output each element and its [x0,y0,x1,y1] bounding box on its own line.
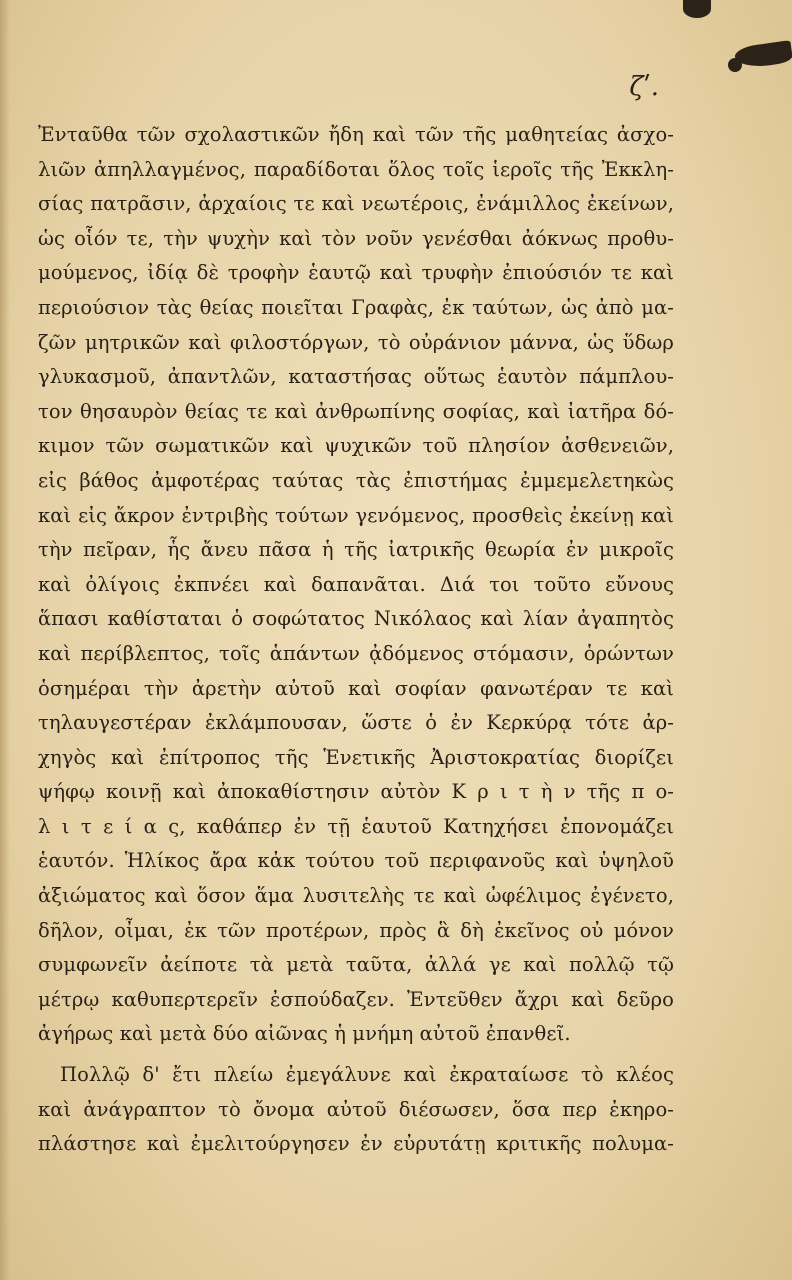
text-line: Πολλῷ δ' ἔτι πλείω ἐμεγάλυνε καὶ ἐκραταίωσε τὸ κλέος [60,1063,674,1087]
text-line: καὶ ὀλίγοις ἐκπνέει καὶ δαπανᾶται. Διά τοι τοῦτο εὔνους [38,572,674,596]
text-line: τον θησαυρὸν θείας τε καὶ ἀνθρωπίνης σοφίας, καὶ ἰατῆρα δό- [38,399,674,423]
text-line: ἅπασι καθίσταται ὁ σοφώτατος Νικόλαος καὶ λίαν ἀγαπητὸς [38,607,674,631]
text-line: εἰς βάθος ἀμφοτέρας ταύτας τὰς ἐπιστήμας ἐμμεμελετηκὼς [38,468,674,492]
text-line: καὶ εἰς ἄκρον ἐντριβὴς τούτων γενόμενος, προσθεὶς ἐκείνῃ καὶ [38,503,674,527]
page-number: ζʹ. [629,72,659,102]
text-line: συμφωνεῖν ἀείποτε τὰ μετὰ ταῦτα, ἀλλά γε καὶ πολλῷ τῷ [38,953,674,977]
text-line: γλυκασμοῦ, ἀπαντλῶν, καταστήσας οὕτως ἑαυτὸν πάμπλου- [38,365,674,389]
text-line: δῆλον, οἶμαι, ἐκ τῶν προτέρων, πρὸς ἃ δὴ ἐκεῖνος οὐ μόνον [38,918,674,942]
ink-stain [728,58,742,72]
text-line: ψήφῳ κοινῇ καὶ ἀποκαθίστησιν αὐτὸν Κ ρ ι τ ὴ ν τῆς π ο- [38,780,674,804]
text-line: ἑαυτόν. Ἡλίκος ἄρα κἀκ τούτου τοῦ περιφανοῦς καὶ ὑψηλοῦ [38,849,674,873]
paragraph-2 [38,1058,674,1162]
text-line: περιούσιον τὰς θείας ποιεῖται Γραφὰς, ἐκ ταύτων, ὡς ἀπὸ μα- [38,295,674,319]
body-text [38,118,674,1162]
text-line: πλάστησε καὶ ἐμελιτούργησεν ἐν εὐρυτάτῃ κριτικῆς πολυμα- [38,1132,674,1156]
text-line: ζῶν μητρικῶν καὶ φιλοστόργων, τὸ οὐράνιον μάννα, ὡς ὕδωρ [38,330,674,354]
text-line: κιμον τῶν σωματικῶν καὶ ψυχικῶν τοῦ πλησίον ἀσθενειῶν, [38,434,674,458]
text-line: μούμενος, ἰδίᾳ δὲ τροφὴν ἑαυτῷ καὶ τρυφὴν ἐπιούσιόν τε καὶ [38,261,674,285]
text-line: λιῶν ἀπηλλαγμένος, παραδίδοται ὅλος τοῖς ἱεροῖς τῆς Ἐκκλη- [38,157,674,181]
text-line: Ἐνταῦθα τῶν σχολαστικῶν ἤδη καὶ τῶν τῆς μαθητείας ἀσχο- [38,123,674,146]
text-line: τὴν πεῖραν, ἧς ἄνευ πᾶσα ἡ τῆς ἰατρικῆς θεωρία ἐν μικροῖς [38,538,674,562]
text-line: ὁσημέραι τὴν ἀρετὴν αὐτοῦ καὶ σοφίαν φανωτέραν τε καὶ [38,676,674,700]
text-line: ἀξιώματος καὶ ὅσον ἅμα λυσιτελὴς τε καὶ ὠφέλιμος ἐγένετο, [38,884,674,908]
text-line: ὡς οἷόν τε, τὴν ψυχὴν καὶ τὸν νοῦν γενέσθαι ἀόκνως προθυ- [38,226,674,250]
paragraph-1 [38,118,674,1052]
page-edge-shadow [0,0,10,1280]
ink-stain [683,0,711,18]
text-line: ἀγήρως καὶ μετὰ δύο αἰῶνας ἡ μνήμη αὐτοῦ ἐπανθεῖ. [38,1022,571,1046]
text-line: καὶ ἀνάγραπτον τὸ ὄνομα αὐτοῦ διέσωσεν, ὅσα περ ἐκηρο- [38,1097,674,1121]
text-line: μέτρῳ καθυπερτερεῖν ἐσπούδαζεν. Ἐντεῦθεν ἄχρι καὶ δεῦρο [38,987,674,1011]
text-line: σίας πατρᾶσιν, ἀρχαίοις τε καὶ νεωτέροις, ἐνάμιλλος ἐκείνων, [38,192,674,216]
text-line: λ ι τ ε ί α ς, καθάπερ ἐν τῇ ἑαυτοῦ Κατηχήσει ἐπονομάζει [38,814,674,838]
text-line: τηλαυγεστέραν ἐκλάμπουσαν, ὥστε ὁ ἐν Κερκύρᾳ τότε ἀρ- [38,711,674,735]
text-line: χηγὸς καὶ ἐπίτροπος τῆς Ἑνετικῆς Ἀριστοκρατίας διορίζει [38,745,674,769]
ink-stain [734,40,792,70]
text-line: καὶ περίβλεπτος, τοῖς ἁπάντων ᾀδόμενος στόμασιν, ὁρώντων [38,641,674,665]
